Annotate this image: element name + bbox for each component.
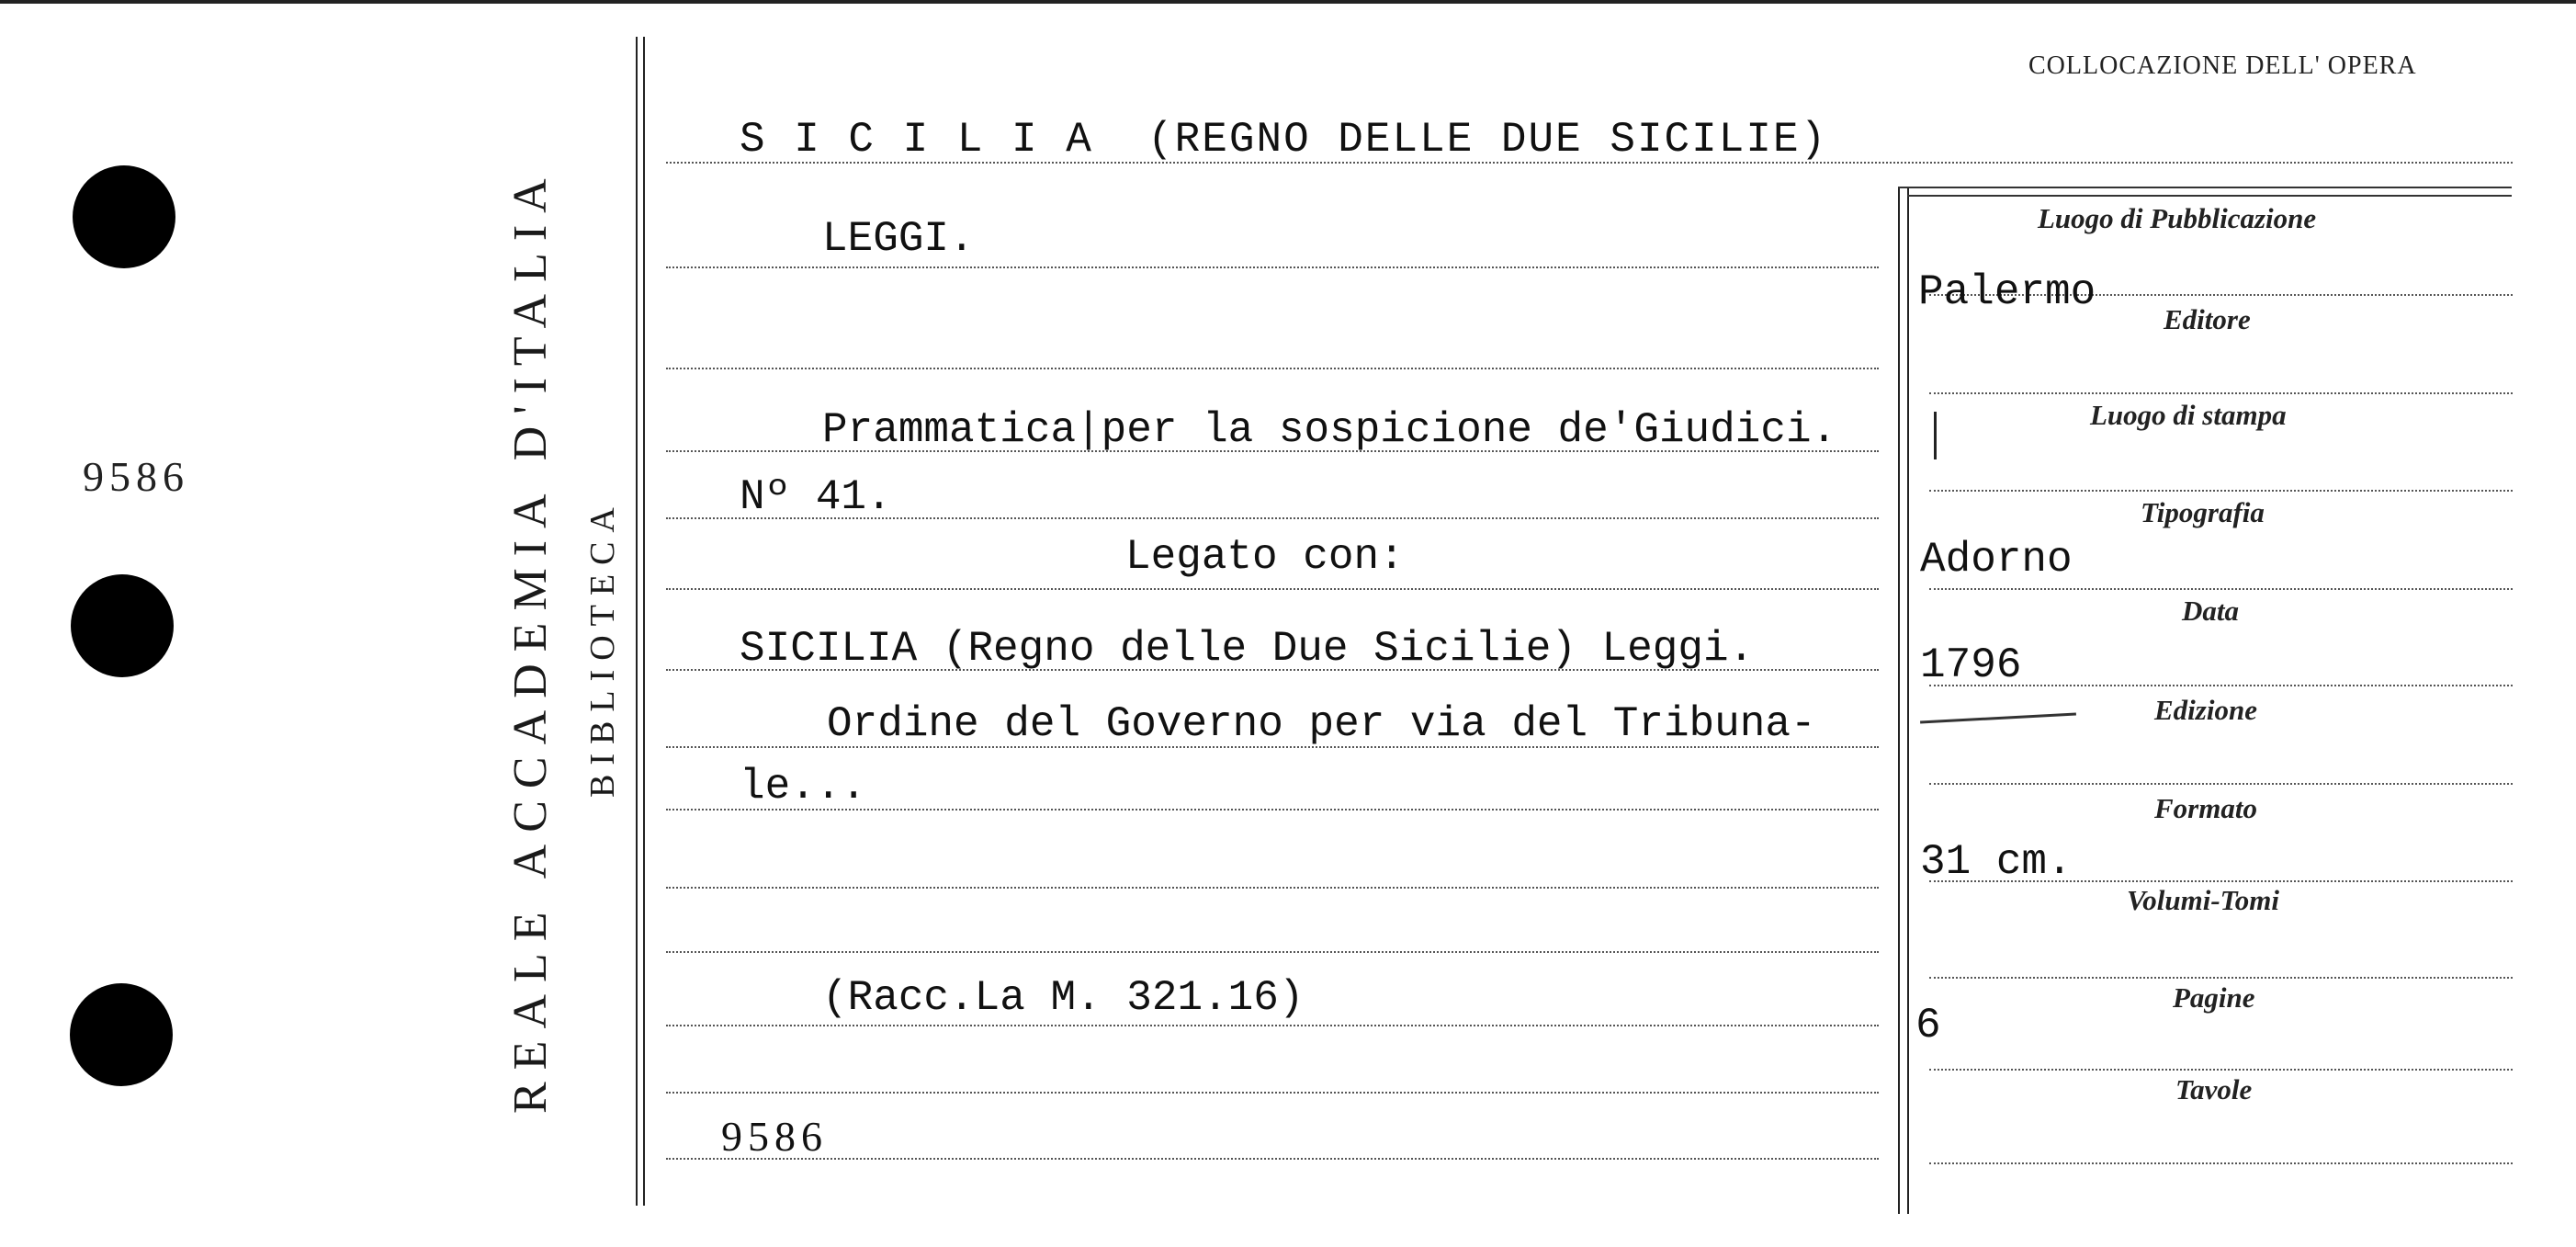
value-formato: 31 cm.	[1920, 838, 2073, 886]
bound-line1: SICILIA (Regno delle Due Sicilie) Leggi.	[740, 625, 1755, 673]
bound-line3: le...	[740, 763, 867, 811]
margin-number: 9586	[83, 453, 189, 500]
punch-hole-middle	[71, 574, 174, 677]
value-data: 1796	[1920, 641, 2022, 689]
label-pagine: Pagine	[2173, 981, 2255, 1014]
value-pagine: 6	[1915, 1002, 1941, 1049]
entry-line	[666, 1025, 1879, 1026]
entry-title-line2: Nº 41.	[740, 473, 892, 521]
pencil-bar	[1934, 412, 1937, 459]
entry-subject: LEGGI.	[822, 215, 975, 263]
value-luogo-pubblicazione: Palermo	[1918, 268, 2096, 316]
handwritten-dash	[1920, 713, 2076, 724]
library-name: BIBLIOTECA	[583, 498, 622, 798]
field-line	[1929, 1069, 2513, 1071]
label-tavole: Tavole	[2175, 1073, 2253, 1105]
punch-hole-top	[73, 165, 175, 268]
label-luogo-pubblicazione: Luogo di Pubblicazione	[2038, 202, 2317, 234]
collocazione-header: COLLOCAZIONE DELL' OPERA	[2028, 51, 2417, 80]
punch-hole-bottom	[70, 983, 173, 1086]
collection-reference: (Racc.La M. 321.16)	[822, 974, 1305, 1022]
left-double-rule-inner	[643, 37, 645, 1206]
entry-line	[666, 951, 1879, 953]
fields-top-rule	[1898, 187, 2512, 188]
field-line	[1929, 783, 2513, 785]
label-tipografia: Tipografia	[2141, 496, 2265, 528]
top-border	[0, 0, 2576, 4]
entry-heading: S I C I L I A (REGNO DELLE DUE SICILIE)	[740, 116, 1828, 164]
academy-name: REALE ACCADEMIA D'ITALIA	[504, 166, 557, 1114]
left-double-rule	[636, 37, 638, 1206]
entry-line	[666, 1158, 1879, 1160]
field-line	[1929, 977, 2513, 979]
fields-top-rule-2	[1907, 195, 2512, 197]
field-line	[1929, 588, 2513, 590]
entry-line	[666, 887, 1879, 889]
entry-line	[666, 266, 1879, 268]
field-line	[1929, 1162, 2513, 1164]
label-edizione: Edizione	[2154, 694, 2257, 726]
field-line	[1929, 490, 2513, 492]
label-formato: Formato	[2154, 792, 2257, 824]
right-double-rule	[1898, 187, 1900, 1214]
label-data: Data	[2182, 595, 2239, 627]
entry-line	[666, 368, 1879, 369]
label-editore: Editore	[2164, 303, 2251, 335]
value-tipografia: Adorno	[1920, 536, 2073, 584]
inventory-number: 9586	[721, 1113, 828, 1160]
entry-line	[666, 1092, 1879, 1094]
label-volumi-tomi: Volumi-Tomi	[2127, 884, 2279, 916]
bound-with-label: Legato con:	[1125, 533, 1405, 581]
entry-title-line1: Prammatica|per la sospicione de'Giudici.	[822, 406, 1837, 454]
bound-line2: Ordine del Governo per via del Tribuna-	[827, 700, 1816, 748]
right-double-rule-inner	[1907, 187, 1909, 1214]
field-line	[1929, 392, 2513, 394]
entry-line	[666, 588, 1879, 590]
label-luogo-stampa: Luogo di stampa	[2090, 399, 2287, 431]
